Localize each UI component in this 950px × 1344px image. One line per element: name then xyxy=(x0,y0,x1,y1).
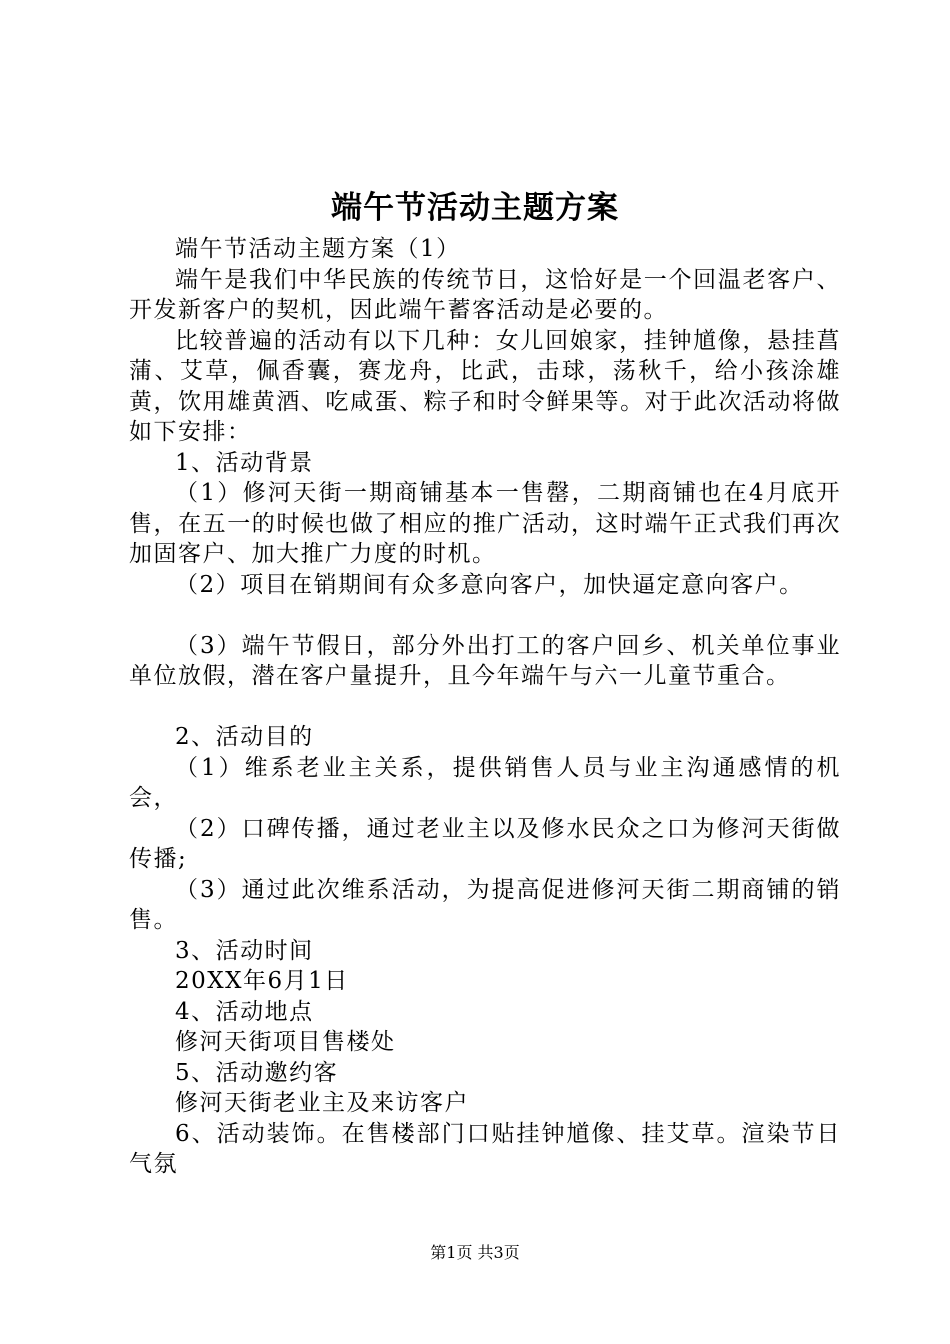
paragraph: （3）端午节假日，部分外出打工的客户回乡、机关单位事业单位放假，潜在客户量提升，且今年端午与六一儿童节重合。 xyxy=(129,632,841,689)
blank-line xyxy=(129,692,841,723)
section-heading: 5、活动邀约客 xyxy=(175,1059,339,1086)
paragraph: （3）通过此次维系活动，为提高促进修河天街二期商铺的销售。 xyxy=(129,876,841,933)
paragraph: （2）项目在销期间有众多意向客户，加快逼定意向客户。 xyxy=(175,571,804,598)
paragraph: 修河天街老业主及来访客户 xyxy=(175,1090,469,1116)
paragraph: （2）口碑传播，通过老业主以及修水民众之口为修河天街做传播; xyxy=(129,815,841,872)
paragraph: 端午节活动主题方案（1） xyxy=(175,236,461,262)
paragraph: 6、活动装饰。在售楼部门口贴挂钟馗像、挂艾草。渲染节日气氛 xyxy=(129,1120,841,1177)
paragraph: （1）修河天街一期商铺基本一售罄，二期商铺也在4月底开售，在五一的时候也做了相应的推广活动，这时端午正式我们再次加固客户、加大推广力度的时机。 xyxy=(129,480,841,567)
section-heading: 1、活动背景 xyxy=(175,449,314,476)
paragraph: 20XX年6月1日 xyxy=(175,968,349,994)
paragraph: 修河天街项目售楼处 xyxy=(175,1029,396,1055)
paragraph: （1）维系老业主关系，提供销售人员与业主沟通感情的机会， xyxy=(129,754,841,811)
document-title: 端午节活动主题方案 xyxy=(331,190,619,226)
page-number: 第1页 共3页 xyxy=(430,1243,520,1262)
blank-line xyxy=(129,600,841,631)
section-heading: 2、活动目的 xyxy=(175,724,314,750)
section-heading: 4、活动地点 xyxy=(175,998,314,1025)
paragraph: 比较普遍的活动有以下几种：女儿回娘家，挂钟馗像，悬挂菖蒲、艾草，佩香囊，赛龙舟，比武，击球，荡秋千，给小孩涂雄黄，饮用雄黄酒、吃咸蛋、粽子和时令鲜果等。对于此次活动将做如下安排： xyxy=(129,327,841,445)
paragraph: 端午是我们中华民族的传统节日，这恰好是一个回温老客户、开发新客户的契机，因此端午蓄客活动是必要的。 xyxy=(129,266,841,323)
document-body xyxy=(129,234,841,1180)
section-heading: 3、活动时间 xyxy=(175,937,314,964)
